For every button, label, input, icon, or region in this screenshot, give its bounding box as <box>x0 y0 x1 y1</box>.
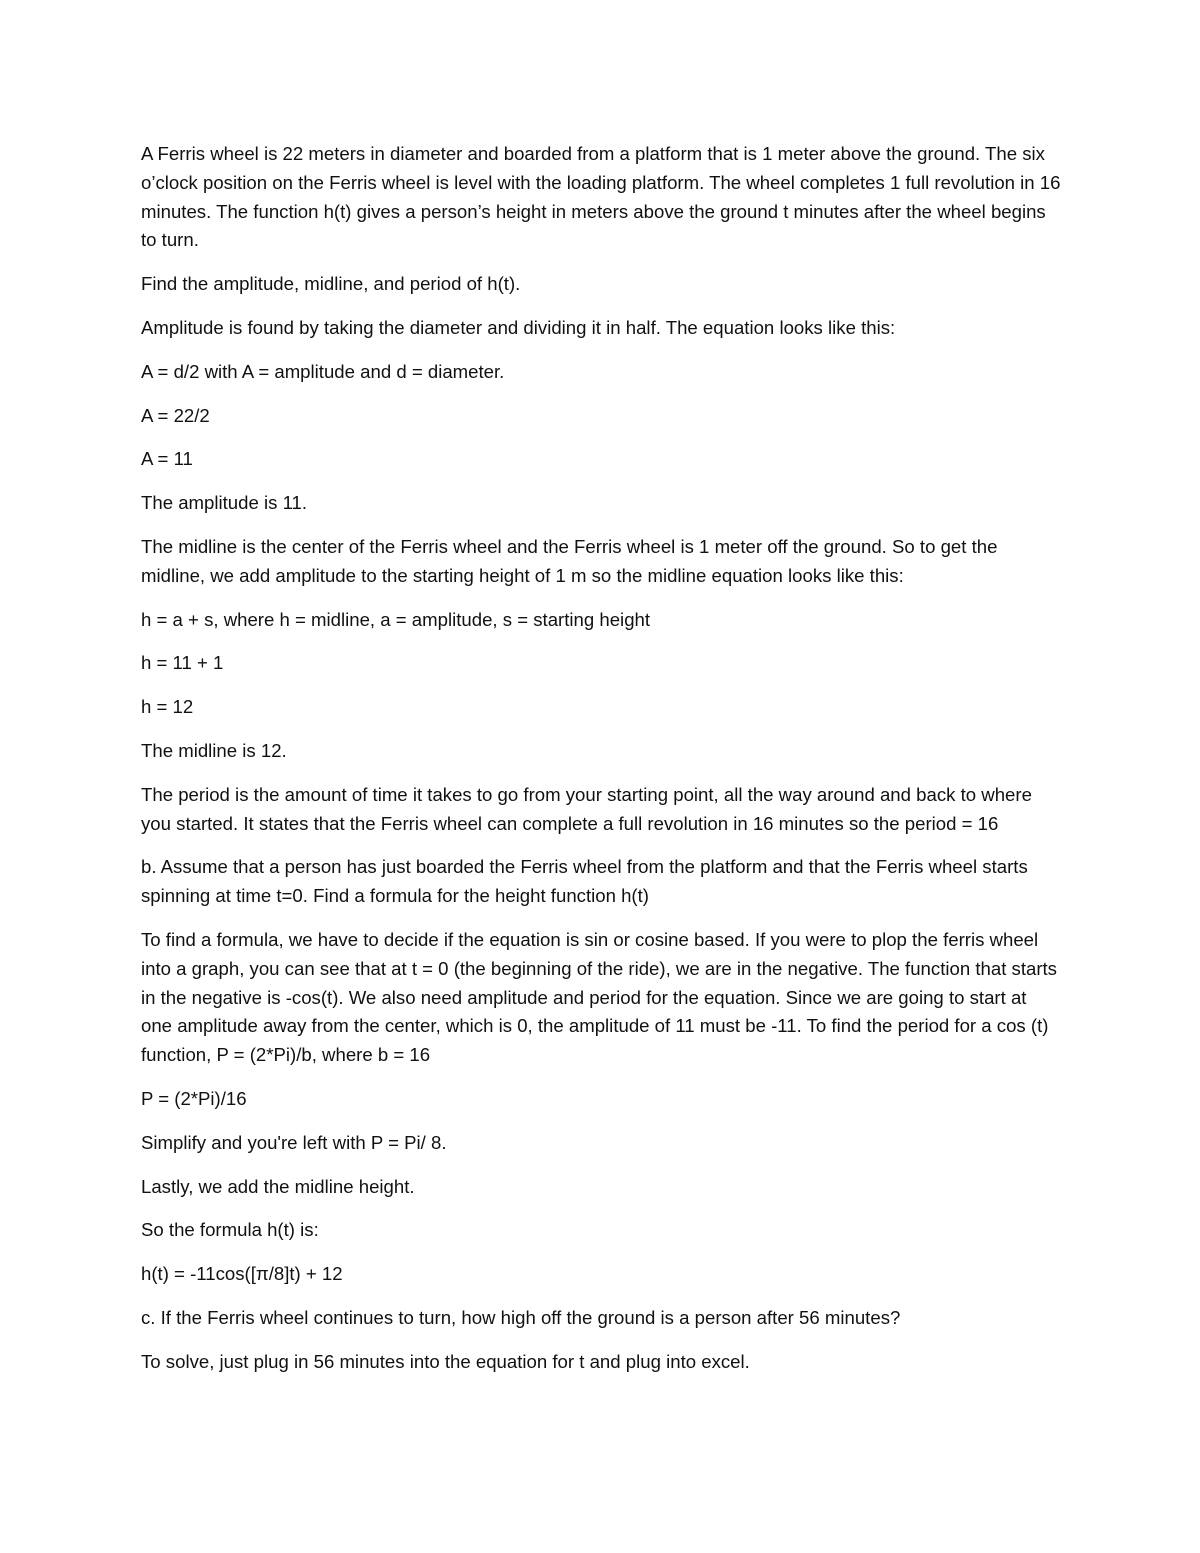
midline-result: h = 12 <box>141 696 194 718</box>
height-formula: h(t) = -11cos([π/8]t) + 12 <box>141 1263 343 1285</box>
question-c: c. If the Ferris wheel continues to turn, how high off the ground is a person after 56 minutes? <box>141 1306 901 1328</box>
midline-statement: The midline is 12. <box>141 739 287 761</box>
period-step: P = (2*Pi)/16 <box>141 1087 247 1109</box>
period-explanation: The period is the amount of time it takes to go from your starting point, all the way around and back to where you started. It states that the Ferris wheel can complete a full revolution in 16 minutes so the period = 16 <box>141 783 1032 834</box>
problem-statement: A Ferris wheel is 22 meters in diameter and boarded from a platform that is 1 meter above the ground. The six o’clock position on the Ferris wheel is level with the loading platform. The wheel completes 1 full revolution in 16 minutes. The function h(t) gives a person’s height in meters above the ground t minutes after the wheel begins to turn. <box>141 143 1061 251</box>
amplitude-explanation: Amplitude is found by taking the diameter and dividing it in half. The equation looks like this: <box>141 316 896 338</box>
amplitude-result: A = 11 <box>141 448 193 470</box>
midline-explanation: The midline is the center of the Ferris wheel and the Ferris wheel is 1 meter off the ground. So to get the midline, we add amplitude to the starting height of 1 m so the midline equation looks like this: <box>141 535 998 586</box>
amplitude-formula: A = d/2 with A = amplitude and d = diameter. <box>141 360 505 382</box>
question-b: b. Assume that a person has just boarded the Ferris wheel from the platform and that the Ferris wheel starts spinning at time t=0. Find a formula for the height function h(t) <box>141 856 1028 907</box>
amplitude-statement: The amplitude is 11. <box>141 492 308 514</box>
document-body <box>141 140 1061 1392</box>
formula-intro: So the formula h(t) is: <box>141 1219 319 1241</box>
period-simplified: Simplify and you're left with P = Pi/ 8. <box>141 1131 447 1153</box>
formula-explanation: To find a formula, we have to decide if the equation is sin or cosine based. If you were to plop the ferris wheel into a graph, you can see that at t = 0 (the beginning of the ride), we are in the negative. The function that starts in the negative is -cos(t). We also need amplitude and period for the equation. Since we are going to start at one amplitude away from the center, which is 0, the amplitude of 11 must be -11. To find the period for a cos (t) function, P = (2*Pi)/b, where b = 16 <box>141 928 1057 1066</box>
midline-formula: h = a + s, where h = midline, a = amplitude, s = starting height <box>141 608 651 630</box>
solution-c: To solve, just plug in 56 minutes into the equation for t and plug into excel. <box>141 1350 750 1372</box>
midline-step: h = 11 + 1 <box>141 652 224 674</box>
midline-note: Lastly, we add the midline height. <box>141 1175 415 1197</box>
amplitude-step: A = 22/2 <box>141 404 210 426</box>
question-a: Find the amplitude, midline, and period of h(t). <box>141 273 521 295</box>
